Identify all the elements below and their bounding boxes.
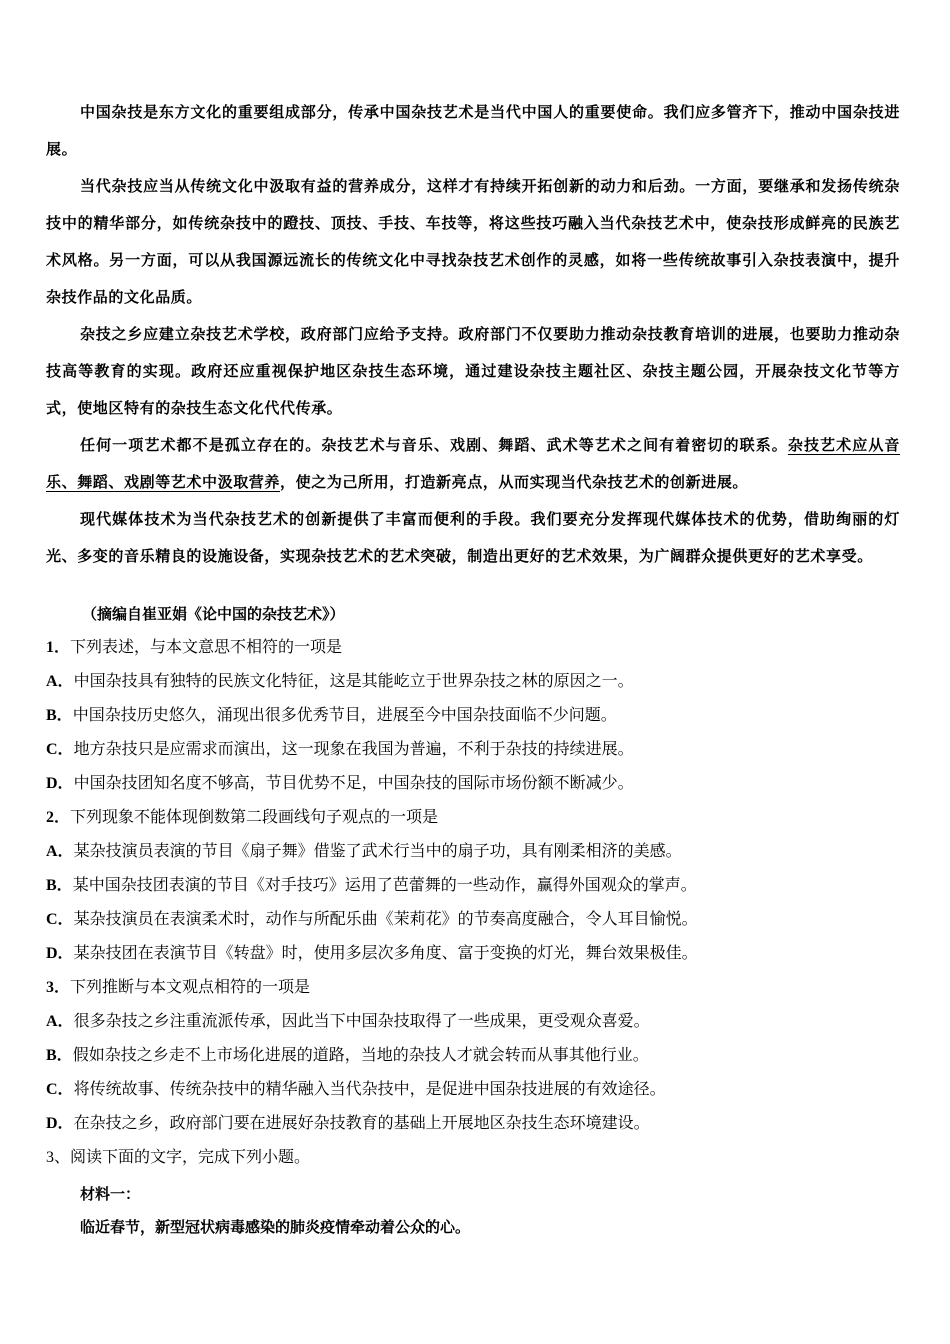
option-text: 中国杂技团知名度不够高，节目优势不足，中国杂技的国际市场份额不断减少。 (73, 775, 634, 792)
passage-paragraph-4 (46, 427, 900, 501)
answer-option (46, 733, 900, 767)
answer-option (46, 699, 900, 733)
option-text: 在杂技之乡，政府部门要在进展好杂技教育的基础上开展地区杂技生态环境建设。 (73, 1115, 650, 1132)
option-label: C． (46, 1081, 74, 1098)
option-text: 某杂技团在表演节目《转盘》时，使用多层次多角度、富于变换的灯光，舞台效果极佳。 (73, 945, 698, 962)
question-text: 下列推断与本文观点相符的一项是 (70, 979, 311, 996)
option-label: D． (46, 945, 74, 962)
option-label: C． (46, 741, 74, 758)
passage-paragraph-5: 现代媒体技术为当代杂技艺术的创新提供了丰富而便利的手段。我们要充分发挥现代媒体技术的优势，借助绚丽的灯光、多变的音乐精良的设施设备，实现杂技艺术的艺术突破，制造出更好的艺术效果，为广阔群众提供更好的艺术享受。 (46, 510, 900, 565)
passage-paragraph-2: 当代杂技应当从传统文化中汲取有益的营养成分，这样才有持续开拓创新的动力和后劲。一方面，要继承和发扬传统杂技中的精华部分，如传统杂技中的蹬技、顶技、手技、车技等，将这些技巧融入当代杂技艺术中，使杂技形成鲜亮的民族艺术风格。另一方面，可以从我国源远流长的传统文化中寻找杂技艺术创作的灵感，如将一些传统故事引入杂技表演中，提升杂技作品的文化品质。 (46, 177, 900, 306)
section-heading: 3、阅读下面的文字，完成下列小题。 (46, 1149, 311, 1166)
answer-option (46, 903, 900, 937)
option-text: 某杂技演员在表演柔术时，动作与所配乐曲《茉莉花》的节奏高度融合，令人耳目愉悦。 (73, 911, 698, 928)
answer-option (46, 665, 900, 699)
option-text: 某中国杂技团表演的节目《对手技巧》运用了芭蕾舞的一些动作，赢得外国观众的掌声。 (72, 877, 697, 894)
question-stem (46, 631, 900, 665)
option-label: A． (46, 1013, 74, 1030)
option-label: A． (46, 673, 74, 690)
passage-paragraph-3: 杂技之乡应建立杂技艺术学校，政府部门应给予支持。政府部门不仅要助力推动杂技教育培训的进展，也要助力推动杂技高等教育的实现。政府还应重视保护地区杂技生态环境，通过建设杂技主题社区、杂技主题公园，开展杂技文化节等方式，使地区特有的杂技生态文化代代传承。 (46, 325, 900, 417)
answer-option (46, 1107, 900, 1141)
question-text: 下列现象不能体现倒数第二段画线句子观点的一项是 (70, 809, 439, 826)
paragraph-4-tail: ，使之为己所用，打造新亮点，从而实现当代杂技艺术的创新进展。 (280, 473, 749, 491)
answer-option (46, 1039, 900, 1073)
material-text: 临近春节，新型冠状病毒感染的肺炎疫情牵动着公众的心。 (80, 1218, 471, 1236)
option-label: D． (46, 775, 74, 792)
answer-option (46, 1073, 900, 1107)
answer-option (46, 1005, 900, 1039)
option-text: 某杂技演员表演的节目《扇子舞》借鉴了武术行当中的扇子功，具有刚柔相济的美感。 (73, 843, 682, 860)
underlined-sentence: 杂技艺术应从音乐、舞蹈、戏剧等艺术中汲取营养 (46, 436, 901, 491)
option-text: 中国杂技历史悠久，涌现出很多优秀节目，进展至今中国杂技面临不少问题。 (72, 707, 617, 724)
question-number: 3． (46, 979, 71, 996)
material-block (80, 1178, 470, 1244)
material-label: 材料一： (80, 1185, 141, 1203)
option-text: 假如杂技之乡走不上市场化进展的道路，当地的杂技人才就会转而从事其他行业。 (72, 1047, 649, 1064)
option-text: 很多杂技之乡注重流派传承，因此当下中国杂技取得了一些成果，更受观众喜爱。 (73, 1013, 650, 1030)
option-label: B． (46, 877, 73, 894)
question-stem (46, 801, 900, 835)
reading-passage (46, 94, 900, 575)
option-text: 将传统故事、传统杂技中的精华融入当代杂技中，是促进中国杂技进展的有效途径。 (73, 1081, 666, 1098)
question-text: 下列表述，与本文意思不相符的一项是 (70, 639, 343, 656)
answer-option (46, 937, 900, 971)
option-text: 中国杂技具有独特的民族文化特征，这是其能屹立于世界杂技之林的原因之一。 (73, 673, 634, 690)
option-label: B． (46, 1047, 73, 1064)
question-list (46, 631, 900, 1175)
answer-option (46, 869, 900, 903)
option-label: B． (46, 707, 73, 724)
option-label: A． (46, 843, 74, 860)
answer-option (46, 835, 900, 869)
question-stem (46, 971, 900, 1005)
passage-paragraph-1: 中国杂技是东方文化的重要组成部分，传承中国杂技艺术是当代中国人的重要使命。我们应多管齐下，推动中国杂技进展。 (46, 103, 900, 158)
paragraph-4-text: 任何一项艺术都不是孤立存在的。杂技艺术与音乐、戏剧、舞蹈、武术等艺术之间有着密切的联系。 (80, 436, 788, 454)
question-number: 2． (46, 809, 71, 826)
option-label: C． (46, 911, 74, 928)
question-number: 1． (46, 639, 71, 656)
option-text: 地方杂技只是应需求而演出，这一现象在我国为普遍，不利于杂技的持续进展。 (73, 741, 634, 758)
answer-option (46, 767, 900, 801)
source-credit: （摘编自崔亚娟《论中国的杂技艺术》） (82, 605, 345, 623)
option-label: D． (46, 1115, 74, 1132)
